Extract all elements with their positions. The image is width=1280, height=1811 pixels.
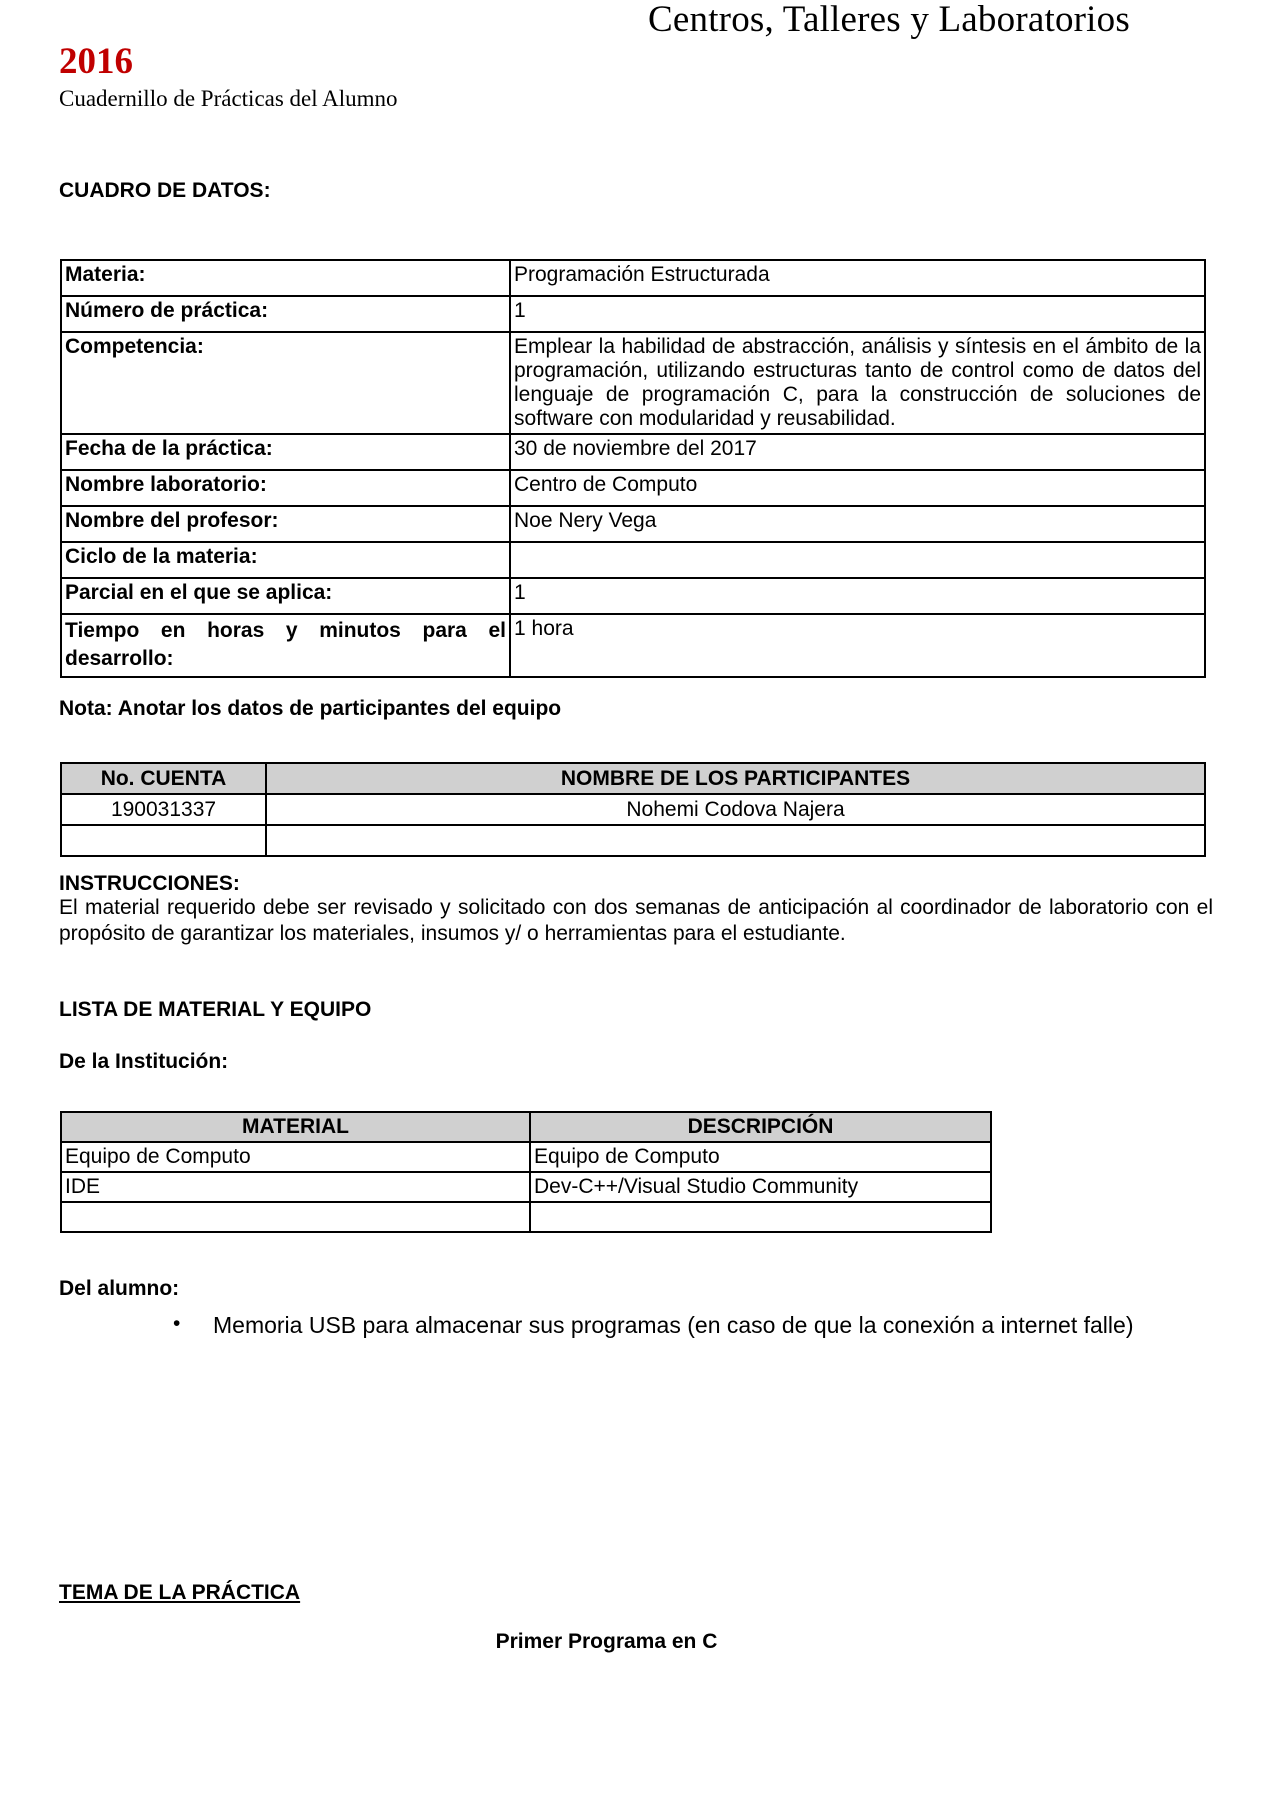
ciclo-label: Ciclo de la materia:	[61, 542, 510, 578]
table-row	[61, 578, 1205, 614]
lista-material-title: LISTA DE MATERIAL Y EQUIPO	[59, 998, 372, 1021]
table-row	[61, 506, 1205, 542]
cuenta-cell: 190031337	[61, 794, 266, 825]
tema-title: TEMA DE LA PRÁCTICA	[59, 1581, 301, 1604]
bullet-icon: •	[173, 1312, 181, 1335]
document-header-title: Centros, Talleres y Laboratorios	[648, 0, 1130, 40]
laboratorio-value: Centro de Computo	[510, 470, 1205, 506]
material-cell: IDE	[61, 1172, 530, 1202]
parcial-value: 1	[510, 578, 1205, 614]
ciclo-value	[510, 542, 1205, 578]
document-subtitle: Cuadernillo de Prácticas del Alumno	[59, 86, 398, 111]
numero-practica-label: Número de práctica:	[61, 296, 510, 332]
nombre-cell: Nohemi Codova Najera	[266, 794, 1205, 825]
competencia-value: Emplear la habilidad de abstracción, análisis y síntesis en el ámbito de la programación, utilizando estructuras tanto de control como de datos del lenguaje de programación C, para la construcción de soluciones de software con modularidad y reusabilidad.	[510, 332, 1205, 434]
materiales-table	[60, 1111, 992, 1233]
cuadro-datos-table	[60, 259, 1206, 678]
alumno-title: Del alumno:	[59, 1277, 180, 1300]
table-row	[61, 1172, 991, 1202]
fecha-value: 30 de noviembre del 2017	[510, 434, 1205, 470]
table-row	[61, 1142, 991, 1172]
nombre-cell	[266, 825, 1205, 856]
material-cell: Equipo de Computo	[61, 1142, 530, 1172]
table-row	[61, 434, 1205, 470]
cuadro-datos-title: CUADRO DE DATOS:	[59, 179, 271, 202]
laboratorio-label: Nombre laboratorio:	[61, 470, 510, 506]
table-row	[61, 260, 1205, 296]
profesor-value: Noe Nery Vega	[510, 506, 1205, 542]
tiempo-value: 1 hora	[510, 614, 1205, 677]
col-header-nombre: NOMBRE DE LOS PARTICIPANTES	[266, 763, 1205, 794]
table-header-row	[61, 1112, 991, 1142]
descripcion-cell	[530, 1202, 991, 1232]
table-row	[61, 470, 1205, 506]
col-header-descripcion: DESCRIPCIÓN	[530, 1112, 991, 1142]
table-row	[61, 614, 1205, 677]
tema-value: Primer Programa en C	[495, 1630, 718, 1653]
nota-text: Nota: Anotar los datos de participantes del equipo	[59, 697, 562, 720]
descripcion-cell: Equipo de Computo	[530, 1142, 991, 1172]
instrucciones-text: El material requerido debe ser revisado y solicitado con dos semanas de anticipación al coordinador de laboratorio con el propósito de garantizar los materiales, insumos y/ o herramientas para el estudiante.	[59, 896, 1213, 945]
table-row	[61, 825, 1205, 856]
materia-label: Materia:	[61, 260, 510, 296]
table-row	[61, 1202, 991, 1232]
materia-value: Programación Estructurada	[510, 260, 1205, 296]
table-row	[61, 332, 1205, 434]
table-row	[61, 296, 1205, 332]
tiempo-label: Tiempo en horas y minutos para el desarrollo:	[61, 614, 510, 677]
material-cell	[61, 1202, 530, 1232]
numero-practica-value: 1	[510, 296, 1205, 332]
table-row	[61, 542, 1205, 578]
competencia-label: Competencia:	[61, 332, 510, 434]
col-header-cuenta: No. CUENTA	[61, 763, 266, 794]
participantes-table	[60, 762, 1206, 857]
descripcion-cell: Dev-C++/Visual Studio Community	[530, 1172, 991, 1202]
table-header-row	[61, 763, 1205, 794]
col-header-material: MATERIAL	[61, 1112, 530, 1142]
table-row	[61, 794, 1205, 825]
document-year: 2016	[59, 41, 133, 82]
instrucciones-title: INSTRUCCIONES:	[59, 872, 240, 895]
profesor-label: Nombre del profesor:	[61, 506, 510, 542]
cuenta-cell	[61, 825, 266, 856]
parcial-label: Parcial en el que se aplica:	[61, 578, 510, 614]
institucion-title: De la Institución:	[59, 1050, 229, 1073]
alumno-item-text: Memoria USB para almacenar sus programas (en caso de que la conexión a internet falle)	[213, 1312, 1134, 1338]
fecha-label: Fecha de la práctica:	[61, 434, 510, 470]
